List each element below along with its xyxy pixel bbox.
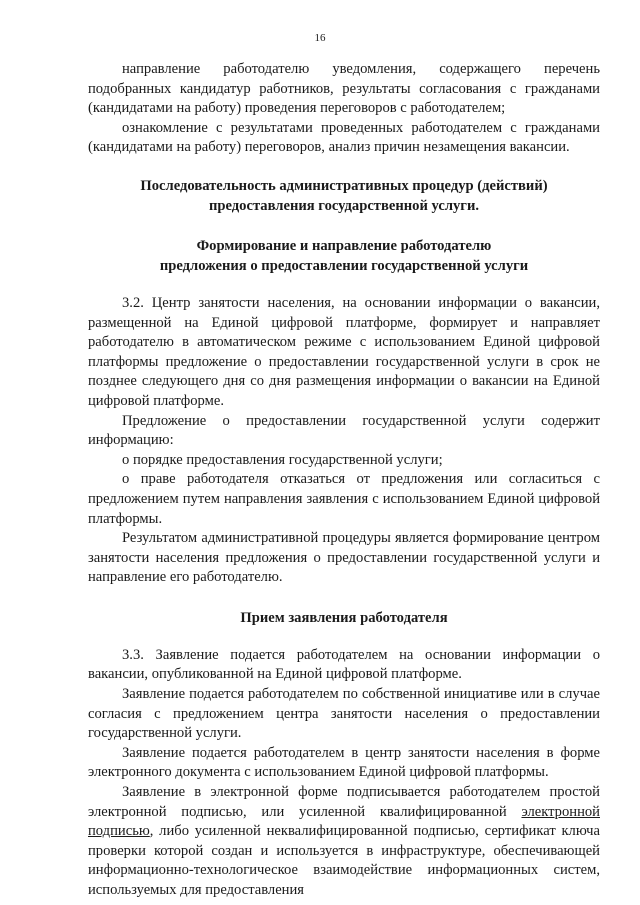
clause-3-2-paragraph-3: о порядке предоставления государственной услуги; xyxy=(122,451,443,468)
subsection-heading-application: Прием заявления работодателя xyxy=(240,609,448,626)
clause-3-2-paragraph-2: Предложение о предоставлении государственной услуги содержит информацию: xyxy=(88,412,600,449)
section-heading-main-line1: Последовательность административных процедур (действий) xyxy=(140,177,548,194)
subsection-heading-proposal xyxy=(88,236,600,276)
page-number: 16 xyxy=(314,32,326,44)
subsection-heading-proposal-line1: Формирование и направление работодателю xyxy=(196,237,492,254)
section-heading-main-line2: предоставления государственной услуги. xyxy=(208,197,479,214)
clause-3-3-paragraph-2: Заявление подается работодателем по собственной инициативе или в случае согласия с предложением центра занятости населения о предоставлении государственной услуги. xyxy=(88,686,600,742)
clause-3-2-paragraph-4: о праве работодателя отказаться от предложения или согласиться с предложением путем направления заявления с использованием Единой цифровой платформы. xyxy=(88,471,600,527)
clause-3-2-paragraph-1: 3.2. Центр занятости населения, на основании информации о вакансии, размещенной на Единой цифровой платформе, формирует и направляет работодателю в автоматическом режиме с использованием Единой цифровой платформы предложение о предоставлении государственной услуги в срок не позднее следующего дня со дня размещения информации о вакансии на Единой цифровой платформе. xyxy=(88,294,600,409)
clause-3-3-paragraph-1: 3.3. Заявление подается работодателем на основании информации о вакансии, опубликованной на Единой цифровой платформе. xyxy=(88,646,600,683)
clause-3-3-paragraph-4 xyxy=(88,783,600,901)
clause-3-2-paragraph-5: Результатом административной процедуры является формирование центром занятости населения предложения о предоставлении государственной услуги и направление его работодателю. xyxy=(88,530,600,586)
section-heading-main xyxy=(88,176,600,216)
intro-paragraph-1: направление работодателю уведомления, содержащего перечень подобранных кандидатур работников, результаты согласования с гражданами (кандидатами на работу) проведения переговоров с работодателем; xyxy=(88,61,600,117)
subsection-heading-proposal-line2: предложения о предоставлении государственной услуги xyxy=(159,257,529,274)
clause-3-3-paragraph-3: Заявление подается работодателем в центр занятости населения в форме электронного документа с использованием Единой цифровой платформы. xyxy=(88,744,600,781)
underlined-term: электронной подписью xyxy=(88,803,600,840)
page-content xyxy=(88,60,600,901)
intro-paragraph-2: ознакомление с результатами проведенных работодателем с гражданами (кандидатами на работу) переговоров, анализ причин незамещения вакансии. xyxy=(88,119,600,156)
clause-3-3-paragraph-4-text: Заявление в электронной форме подписывается работодателем простой электронной подписью, или усиленной квалифицированной xyxy=(88,784,600,820)
clause-3-3-paragraph-4-continuation: , либо усиленной неквалифицированной подписью, сертификат ключа проверки которой создан и используется в инфраструктуре, обеспечивающей информационно-технологическое взаимодействие информационных систем, используемых для предоставления xyxy=(88,823,600,898)
